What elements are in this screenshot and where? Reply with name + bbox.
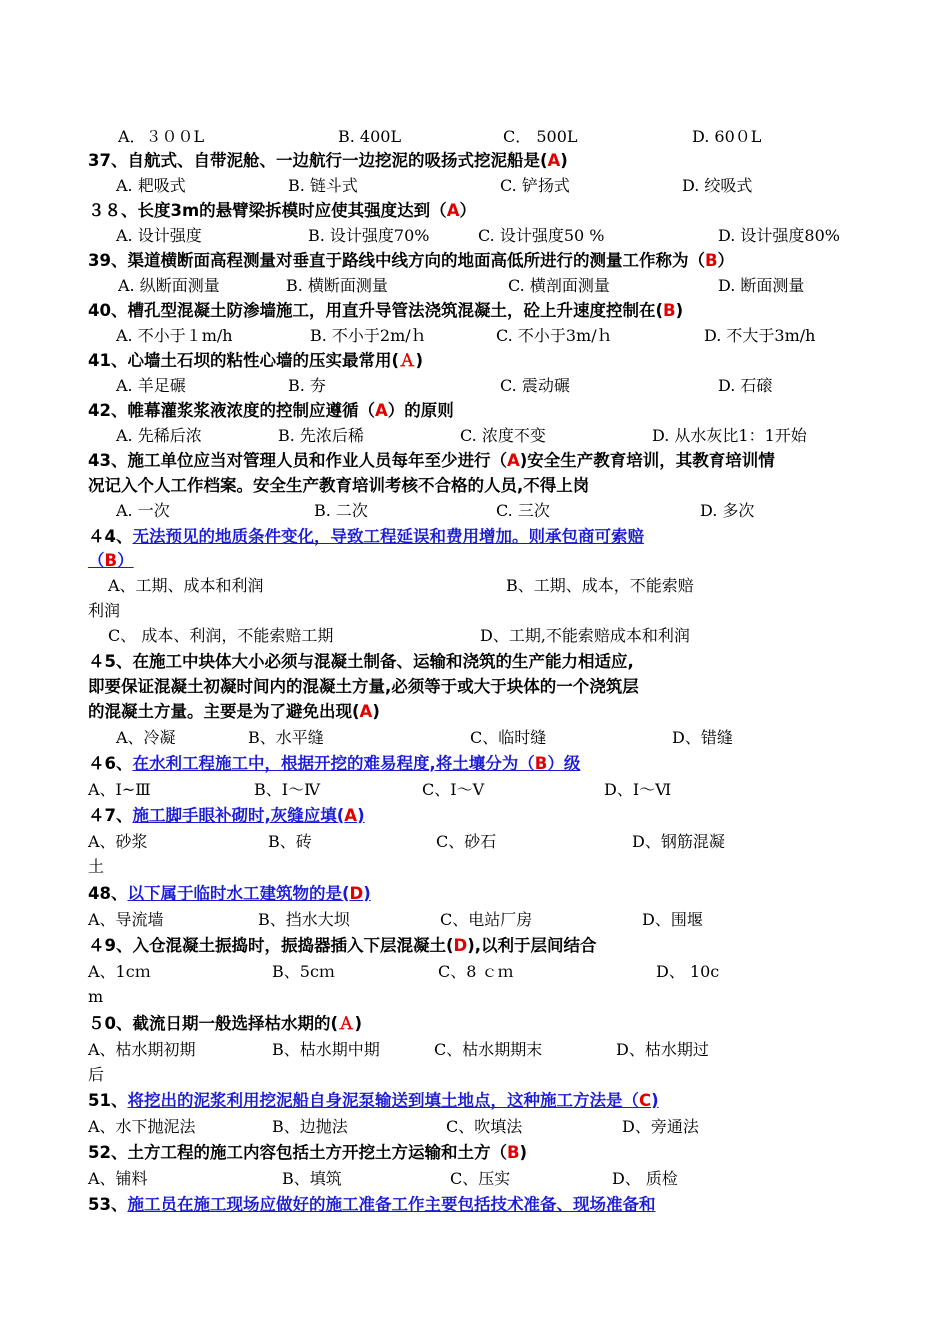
question-text: 施工员在施工现场应做好的施工准备工作主要包括技术准备、现场准备和 <box>127 1195 656 1214</box>
question-47: ４7、施工脚手眼补砌时,灰缝应填(A) <box>88 806 365 825</box>
option-d: D、错缝 <box>672 728 733 747</box>
question-45-line2: 即要保证混凝土初凝时间内的混凝土方量,必须等于或大于块体的一个浇筑层 <box>88 677 639 696</box>
option-c: C、压实 <box>450 1169 511 1188</box>
option-b: B、填筑 <box>282 1169 342 1188</box>
option-c: C. 不小于3m/ｈ <box>496 326 613 345</box>
option-a: A. 先稀后浓 <box>116 426 202 445</box>
option-b: B. 链斗式 <box>288 176 358 195</box>
option-c: C、电站厂房 <box>440 910 533 929</box>
option-b: B、工期、成本，不能索赔 <box>506 576 694 595</box>
option-a: A．３００L <box>118 127 205 146</box>
option-b: B. 横断面测量 <box>286 276 388 295</box>
option-b: B、Ⅰ～Ⅳ <box>254 780 321 799</box>
option-a: A、铺料 <box>88 1169 148 1188</box>
option-c: C、临时缝 <box>470 728 547 747</box>
option-b: B、边抛法 <box>272 1117 348 1136</box>
option-d: D、工期,不能索赔成本和利润 <box>480 626 690 645</box>
answer-letter: A <box>446 201 460 220</box>
question-49-option-d-wrap: m <box>88 987 104 1006</box>
option-a: A. 设计强度 <box>116 226 202 245</box>
option-a: A、冷凝 <box>116 728 176 747</box>
option-d: D. 断面测量 <box>718 276 805 295</box>
answer-letter: A <box>359 702 373 721</box>
option-c: C、 成本、利润，不能索赔工期 <box>108 626 334 645</box>
answer-letter: B <box>704 251 718 270</box>
option-b: B、枯水期中期 <box>272 1040 380 1059</box>
option-d: D. 多次 <box>700 501 755 520</box>
question-44-answer-line: （B） <box>88 551 134 570</box>
option-d: D. 不大于3m/h <box>704 326 816 345</box>
question-50-option-d-wrap: 后 <box>88 1065 105 1084</box>
answer-letter: C <box>638 1091 652 1110</box>
question-45: ４5、在施工中块体大小必须与混凝土制备、运输和浇筑的生产能力相适应, <box>88 652 634 671</box>
answer-letter: B <box>663 301 676 320</box>
option-a: A、Ⅰ~Ⅲ <box>88 780 151 799</box>
option-d: D、 质检 <box>612 1169 678 1188</box>
option-b: B. 二次 <box>314 501 368 520</box>
question-40: 40、槽孔型混凝土防渗墙施工，用直升导管法浇筑混凝土，砼上升速度控制在(B) <box>88 301 684 320</box>
option-a: A、砂浆 <box>88 832 148 851</box>
option-a: A. 不小于１m/h <box>116 326 233 345</box>
question-text: 施工脚手眼补砌时,灰缝应填( <box>132 806 345 825</box>
answer-letter: A <box>344 806 358 825</box>
option-b: B. 不小于2m/ｈ <box>310 326 427 345</box>
question-37: 37、自航式、自带泥舱、一边航行一边挖泥的吸扬式挖泥船是(A) <box>88 151 568 170</box>
option-c: C、吹填法 <box>446 1117 523 1136</box>
option-a: A、导流墙 <box>88 910 164 929</box>
option-b: B、5cｍ <box>272 962 335 981</box>
option-d: D、Ⅰ～Ⅵ <box>604 780 672 799</box>
option-b: B、挡水大坝 <box>258 910 350 929</box>
option-c: C. 三次 <box>496 501 550 520</box>
option-d: D、旁通法 <box>622 1117 699 1136</box>
answer-letter: A <box>506 451 520 470</box>
answer-letter: B <box>104 551 118 570</box>
option-a: A、1cｍ <box>88 962 151 981</box>
question-51: 51、将挖出的泥浆利用挖泥船自身泥泵输送到填土地点，这种施工方法是（C) <box>88 1091 659 1110</box>
option-d: D、枯水期过 <box>616 1040 709 1059</box>
answer-letter: B <box>506 1143 520 1162</box>
answer-letter: D <box>453 936 468 955</box>
question-38: ３８、长度3m的悬臂梁拆模时应使其强度达到（A） <box>88 201 476 220</box>
option-b: B. 先浓后稀 <box>278 426 364 445</box>
question-46: ４6、在水利工程施工中，根据开挖的难易程度,将土壤分为（B）级 <box>88 754 581 773</box>
question-44: ４4、无法预见的地质条件变化，导致工程延误和费用增加。则承包商可索赔 <box>88 527 644 546</box>
question-52: 52、土方工程的施工内容包括土方开挖土方运输和土方（B) <box>88 1143 528 1162</box>
option-b: B、水平缝 <box>248 728 324 747</box>
question-41: 41、心墙土石坝的粘性心墙的压实最常用(Ａ) <box>88 351 424 370</box>
option-c: C、8 ｃｍ <box>438 962 514 981</box>
question-53: 53、施工员在施工现场应做好的施工准备工作主要包括技术准备、现场准备和 <box>88 1195 656 1214</box>
option-a: A、枯水期初期 <box>88 1040 196 1059</box>
answer-letter: Ａ <box>338 1014 355 1033</box>
question-text: 在水利工程施工中，根据开挖的难易程度,将土壤分为（ <box>132 754 535 773</box>
question-50: ５0、截流日期一般选择枯水期的(Ａ) <box>88 1014 363 1033</box>
answer-letter: A <box>547 151 561 170</box>
option-a: A. 耙吸式 <box>116 176 186 195</box>
question-49: ４9、入仓混凝土振捣时，振捣器插入下层混凝土(D),以利于层间结合 <box>88 936 597 955</box>
question-48: 48、以下属于临时水工建筑物的是(D) <box>88 884 371 903</box>
question-43: 43、施工单位应当对管理人员和作业人员每年至少进行（A)安全生产教育培训，其教育培训情 <box>88 451 775 470</box>
option-c: C、枯水期期末 <box>434 1040 543 1059</box>
option-c: C. 浓度不变 <box>460 426 546 445</box>
question-43-continued: 况记入个人工作档案。安全生产教育培训考核不合格的人员,不得上岗 <box>88 476 590 495</box>
question-text: 将挖出的泥浆利用挖泥船自身泥泵输送到填土地点，这种施工方法是（ <box>127 1091 639 1110</box>
option-b: B. 设计强度70% <box>308 226 430 245</box>
option-d: D、钢筋混凝 <box>632 832 725 851</box>
question-45-line3: 的混凝土方量。主要是为了避免出现(A) <box>88 702 380 721</box>
option-a: A. 纵断面测量 <box>118 276 220 295</box>
option-b: B. 400L <box>338 127 402 146</box>
option-c: C、砂石 <box>436 832 497 851</box>
option-c: C. 铲扬式 <box>500 176 570 195</box>
option-d: D. 设计强度80% <box>718 226 840 245</box>
option-c: C． 500L <box>503 127 578 146</box>
option-c: C. 震动碾 <box>500 376 570 395</box>
option-d: D. 从水灰比1：1开始 <box>652 426 807 445</box>
question-44-option-b-wrap: 利润 <box>88 601 121 620</box>
option-d: D、 10c <box>656 962 720 981</box>
option-d: D. 石磙 <box>718 376 773 395</box>
option-a: A、工期、成本和利润 <box>108 576 264 595</box>
option-d: D. 60０L <box>692 127 762 146</box>
option-b: B、砖 <box>268 832 312 851</box>
option-d: D、围堰 <box>642 910 703 929</box>
answer-letter: B <box>534 754 548 773</box>
question-39: 39、渠道横断面高程测量对垂直于路线中线方向的地面高低所进行的测量工作称为（B） <box>88 251 735 270</box>
question-text: 以下属于临时水工建筑物的是( <box>127 884 350 903</box>
answer-letter: Ａ <box>399 351 416 370</box>
answer-letter: A <box>374 401 388 420</box>
option-c: C、Ⅰ～Ⅴ <box>422 780 485 799</box>
option-c: C. 横剖面测量 <box>508 276 610 295</box>
answer-letter: D <box>349 884 364 903</box>
option-a: A. 羊足碾 <box>116 376 186 395</box>
option-b: B. 夯 <box>288 376 326 395</box>
question-text: 无法预见的地质条件变化，导致工程延误和费用增加。则承包商可索赔 <box>132 527 644 546</box>
question-47-option-d-wrap: 土 <box>88 857 105 876</box>
question-42: 42、帷幕灌浆浆液浓度的控制应遵循（A）的原则 <box>88 401 454 420</box>
option-c: C. 设计强度50 % <box>478 226 605 245</box>
option-a: A. 一次 <box>116 501 170 520</box>
option-d: D. 绞吸式 <box>682 176 753 195</box>
option-a: A、水下抛泥法 <box>88 1117 196 1136</box>
